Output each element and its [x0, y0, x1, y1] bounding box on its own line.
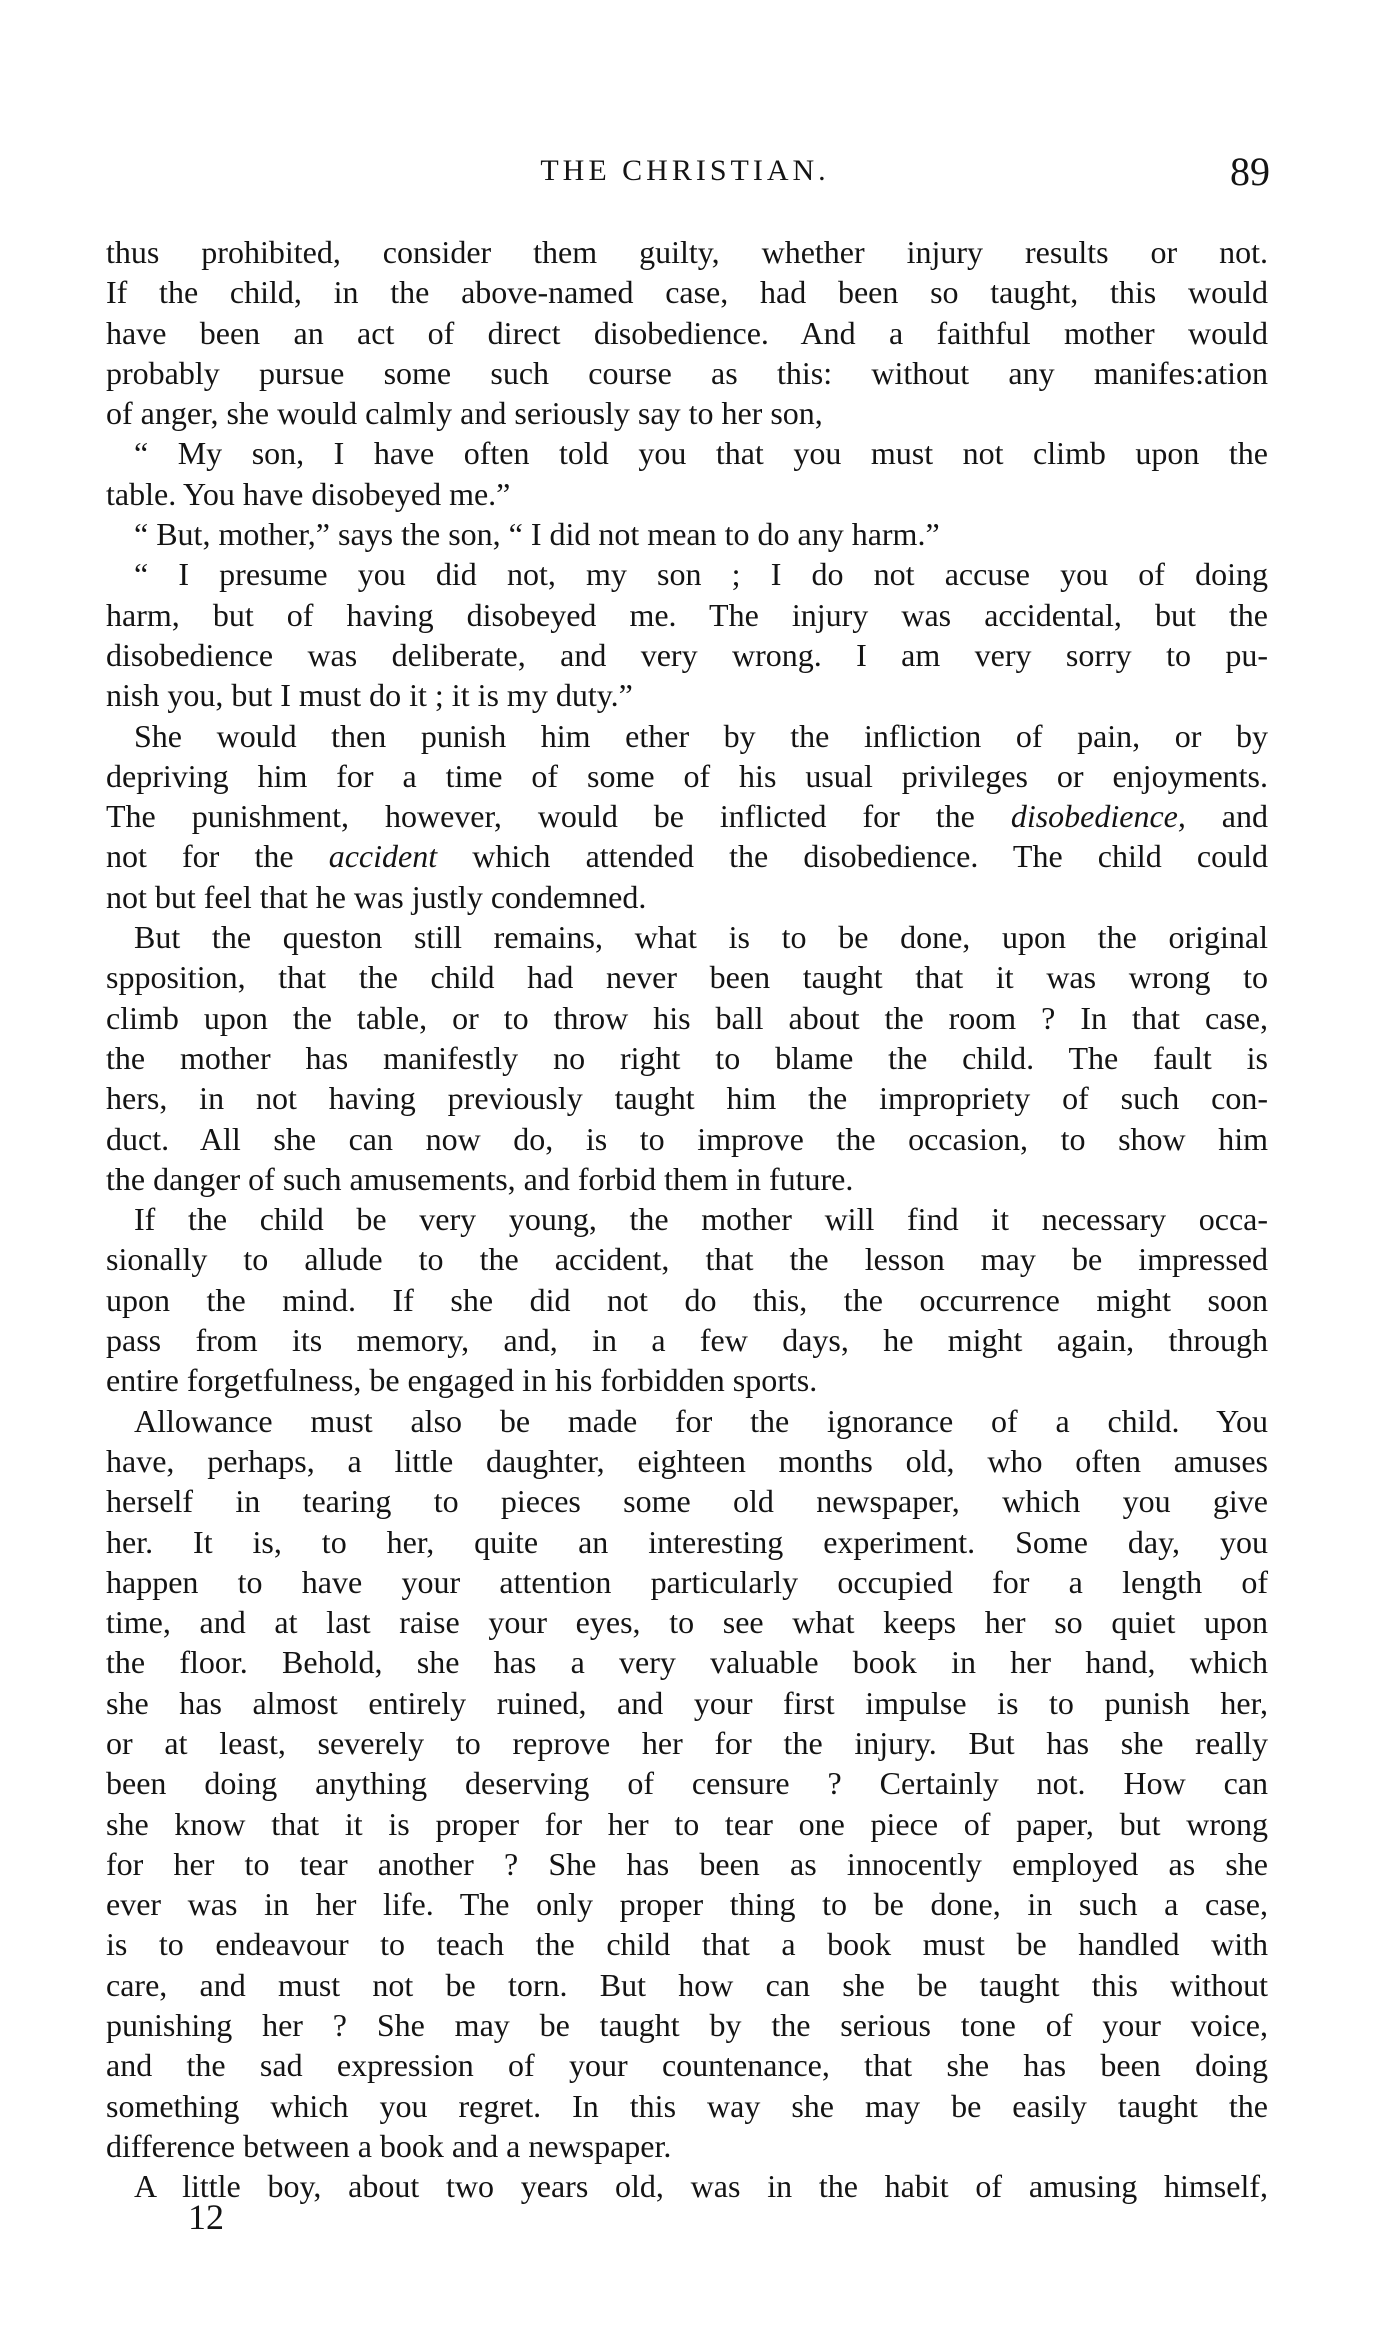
text-line: harm, but of having disobeyed me. The injury was accidental, but the [106, 596, 1268, 633]
text-line: her. It is, to her, quite an interesting experiment. Some day, you [106, 1523, 1268, 1560]
text-line: probably pursue some such course as this: without any manifes:ation [106, 354, 1268, 391]
text-line: Allowance must also be made for the ignorance of a child. You [134, 1402, 1268, 1439]
running-title: THE CHRISTIAN. [540, 154, 830, 187]
text-line: punishing her ? She may be taught by the serious tone of your voice, [106, 2007, 1268, 2044]
text-line: the danger of such amusements, and forbid them in future. [106, 1160, 854, 1197]
signature-mark: 12 [188, 2197, 224, 2237]
text-line: climb upon the table, or to throw his ball about the room ? In that case, [106, 999, 1268, 1036]
text-line: pass from its memory, and, in a few days, he might again, through [106, 1322, 1268, 1359]
text-line: happen to have your attention particularly occupied for a length of [106, 1563, 1268, 1600]
text-line: of anger, she would calmly and seriously say to her son, [106, 395, 823, 432]
text-line: disobedience was deliberate, and very wrong. I am very sorry to pu- [106, 636, 1268, 673]
text-line: A little boy, about two years old, was in the habit of amusing himself, [134, 2168, 1268, 2205]
text-line: care, and must not be torn. But how can she be taught this without [106, 1966, 1268, 2003]
text-line: have been an act of direct disobedience. And a faithful mother would [106, 314, 1268, 351]
text-line-with-italic: The punishment, however, would be inflicted for the disobedience, and [106, 798, 1269, 835]
page-number: 89 [1230, 149, 1270, 194]
text-line: But the queston still remains, what is to be done, upon the original [134, 919, 1268, 956]
text-line: ever was in her life. The only proper thing to be done, in such a case, [106, 1886, 1268, 1923]
text-line: “ But, mother,” says the son, “ I did not mean to do any harm.” [134, 516, 940, 553]
text-line: nish you, but I must do it ; it is my duty.” [106, 677, 633, 714]
text-line: have, perhaps, a little daughter, eighteen months old, who often amuses [106, 1442, 1268, 1479]
text-line: herself in tearing to pieces some old newspaper, which you give [106, 1483, 1268, 1520]
text-line: sionally to allude to the accident, that the lesson may be impressed [106, 1241, 1268, 1278]
italic-word: accident [328, 838, 438, 875]
text-line: something which you regret. In this way she may be easily taught the [106, 2087, 1268, 2124]
text-line: If the child, in the above-named case, had been so taught, this would [106, 274, 1268, 311]
text-line: table. You have disobeyed me.” [106, 475, 511, 512]
text-line: time, and at last raise your eyes, to see what keeps her so quiet upon [106, 1604, 1268, 1641]
text-line: If the child be very young, the mother will find it necessary occa- [134, 1201, 1268, 1238]
text-line: the mother has manifestly no right to blame the child. The fault is [106, 1039, 1268, 1076]
body-text [106, 232, 1268, 2207]
text-line-with-italic: not for the accident which attended the disobedience. The child could [106, 838, 1269, 875]
text-line: upon the mind. If she did not do this, the occurrence might soon [106, 1281, 1268, 1318]
italic-word: disobedience, [1010, 798, 1186, 835]
text-line: “ My son, I have often told you that you must not climb upon the [134, 435, 1268, 472]
text-line: thus prohibited, consider them guilty, whether injury results or not. [106, 234, 1268, 270]
text-line: she know that it is proper for her to tear one piece of paper, but wrong [106, 1805, 1268, 1842]
text-line: she has almost entirely ruined, and your first impulse is to punish her, [106, 1684, 1268, 1721]
text-line: or at least, severely to reprove her for the injury. But has she really [106, 1724, 1268, 1761]
text-line: duct. All she can now do, is to improve the occasion, to show him [106, 1120, 1268, 1157]
text-line: entire forgetfulness, be engaged in his forbidden sports. [106, 1362, 818, 1399]
text-line: depriving him for a time of some of his usual privileges or enjoyments. [106, 757, 1268, 794]
text-line: hers, in not having previously taught him the impropriety of such con- [106, 1080, 1268, 1117]
text-line: She would then punish him ether by the infliction of pain, or by [134, 717, 1268, 754]
text-line: “ I presume you did not, my son ; I do not accuse you of doing [134, 556, 1268, 593]
text-line: difference between a book and a newspaper. [106, 2127, 672, 2164]
text-line: the floor. Behold, she has a very valuable book in her hand, which [106, 1644, 1268, 1681]
text-line: is to endeavour to teach the child that a book must be handled with [106, 1926, 1268, 1963]
text-line: and the sad expression of your countenance, that she has been doing [106, 2047, 1268, 2084]
text-line: not but feel that he was justly condemned. [106, 878, 647, 915]
text-line: for her to tear another ? She has been as innocently employed as she [106, 1845, 1268, 1882]
text-line: spposition, that the child had never been taught that it was wrong to [106, 959, 1268, 996]
text-line: been doing anything deserving of censure ? Certainly not. How can [106, 1765, 1268, 1802]
running-head [100, 148, 1270, 198]
